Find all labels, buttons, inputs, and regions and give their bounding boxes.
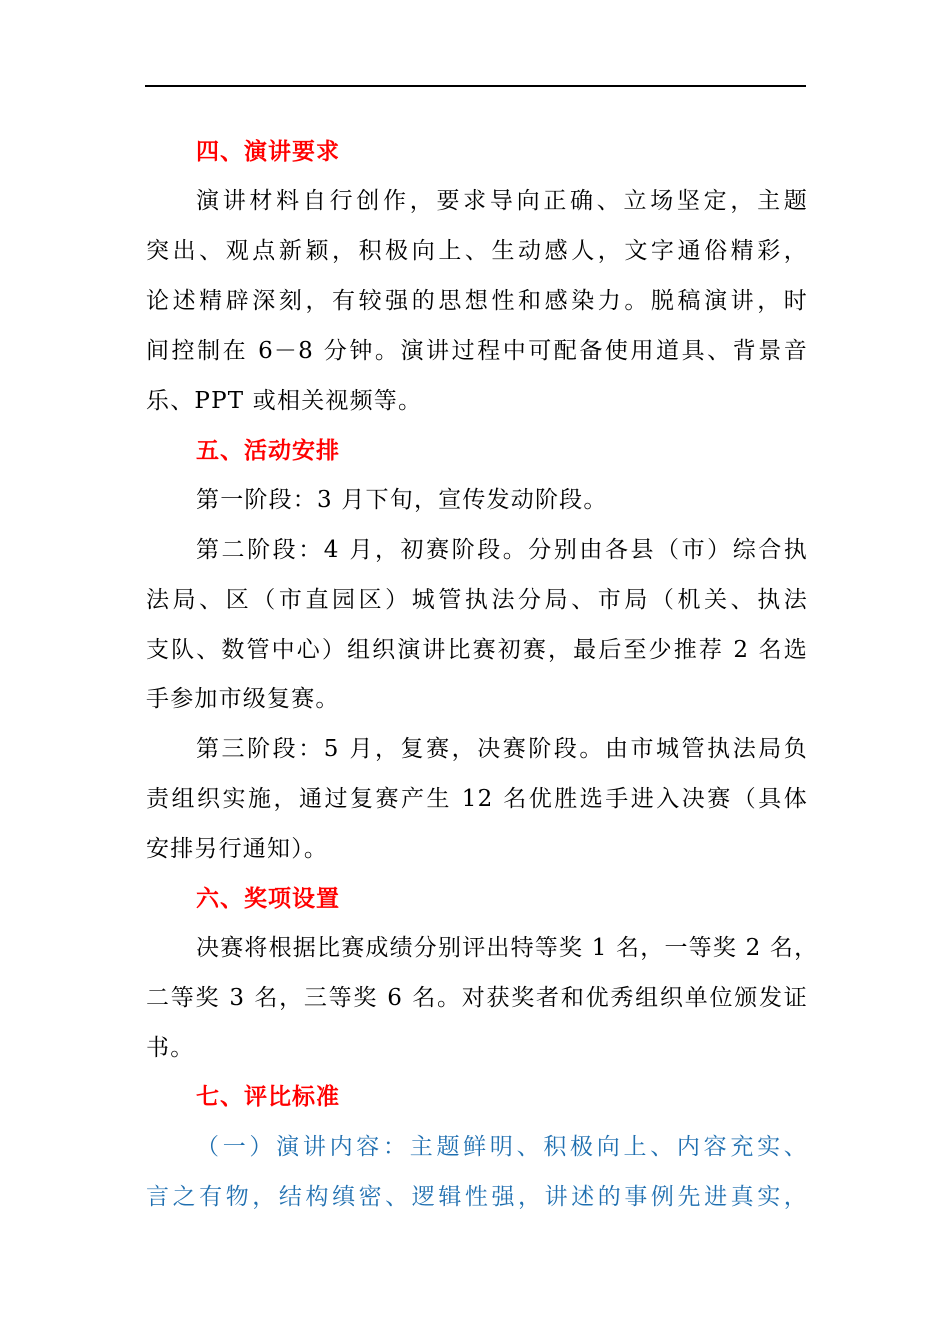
paragraph-line: 支队、数管中心）组织演讲比赛初赛，最后至少推荐 2 名选 [146, 637, 808, 663]
section-heading-5: 五、活动安排 [196, 438, 340, 464]
paragraph-line: 责组织实施，通过复赛产生 12 名优胜选手进入决赛（具体 [146, 786, 808, 812]
section-heading-7: 七、评比标准 [196, 1084, 340, 1110]
paragraph-line: 第三阶段：5 月，复赛，决赛阶段。由市城管执法局负 [196, 736, 808, 762]
paragraph-line: 第一阶段：3 月下旬，宣传发动阶段。 [196, 487, 608, 513]
paragraph-line: 乐、PPT 或相关视频等。 [146, 388, 423, 414]
paragraph-line: 演讲材料自行创作，要求导向正确、立场坚定，主题 [196, 188, 808, 214]
paragraph-line: 决赛将根据比赛成绩分别评出特等奖 1 名，一等奖 2 名， [196, 935, 819, 961]
paragraph-line: 手参加市级复赛。 [146, 686, 340, 712]
section-heading-6: 六、奖项设置 [196, 886, 340, 912]
paragraph-line: 突出、观点新颖，积极向上、生动感人，文字通俗精彩， [146, 238, 808, 264]
section-heading-4: 四、演讲要求 [196, 139, 340, 165]
paragraph-line: 安排另行通知）。 [146, 836, 329, 862]
paragraph-line: 书。 [146, 1035, 195, 1061]
paragraph-line: 间控制在 6－8 分钟。演讲过程中可配备使用道具、背景音 [146, 338, 808, 364]
criteria-line: 言之有物，结构缜密、逻辑性强，讲述的事例先进真实， [146, 1184, 808, 1210]
paragraph-line: 二等奖 3 名，三等奖 6 名。对获奖者和优秀组织单位颁发证 [146, 985, 808, 1011]
paragraph-line: 论述精辟深刻，有较强的思想性和感染力。脱稿演讲，时 [146, 288, 808, 314]
paragraph-line: 法局、区（市直园区）城管执法分局、市局（机关、执法 [146, 587, 808, 613]
criteria-line: （一）演讲内容：主题鲜明、积极向上、内容充实、 [196, 1134, 808, 1160]
paragraph-line: 第二阶段：4 月，初赛阶段。分别由各县（市）综合执 [196, 537, 808, 563]
header-rule [145, 85, 806, 87]
